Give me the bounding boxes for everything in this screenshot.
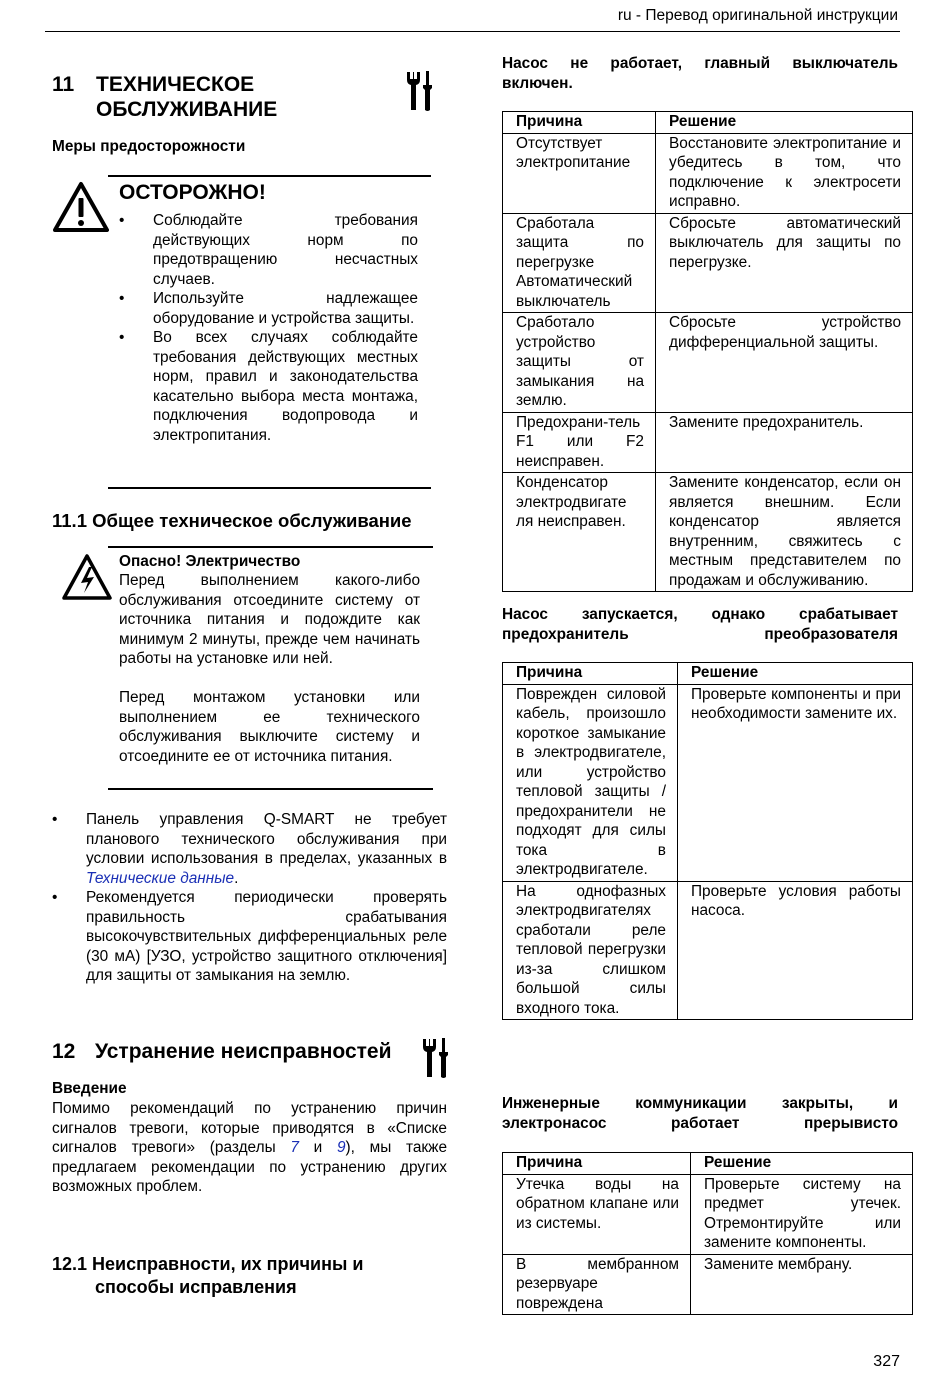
troubleshooting-table-3 <box>502 1152 913 1315</box>
caution-bottom-rule <box>108 487 431 489</box>
table-3-title: Инженерные коммуникации закрыты, и электронасос работает прерывисто <box>502 1095 898 1132</box>
precautions-heading: Меры предосторожности <box>52 138 246 155</box>
caution-item: • Во всех случаях соблюдайте требования действующих местных норм, правил и законодательства касательно выбора места монтажа, подключения водопровода и электропитания. <box>119 329 418 444</box>
troubleshooting-table-1 <box>502 111 913 592</box>
maintenance-tools-icon <box>421 1037 451 1079</box>
column-header-cause: Причина <box>503 1153 691 1175</box>
danger-paragraph: Перед монтажом установки или выполнением ее технического обслуживания выключите систему и отсоедините ее от источника питания. <box>119 689 420 765</box>
page-number: 327 <box>873 1353 900 1370</box>
page-header-title: ru - Перевод оригинальной инструкции <box>617 7 898 24</box>
section-11-heading <box>52 72 352 122</box>
column-header-solution: Решение <box>678 663 913 685</box>
section-title-line: ТЕХНИЧЕСКОЕ <box>96 73 255 96</box>
caution-item: • Соблюдайте требования действующих норм по предотвращению несчастных случаев. <box>119 212 418 288</box>
danger-top-rule <box>108 546 433 548</box>
section-9-link[interactable]: 9 <box>336 1139 346 1156</box>
intro-heading: Введение <box>52 1080 127 1097</box>
warning-triangle-icon <box>53 181 109 233</box>
section-title: Устранение неисправностей <box>95 1040 392 1063</box>
danger-paragraph: Перед выполнением какого-либо обслуживания отсоедините систему от источника питания и подождите как минимум 2 минуты, прежде чем начинать работы на установке или ней. <box>119 572 420 667</box>
subsection-12-1-heading: 12.1 Неисправности, их причины и способы исправления <box>52 1254 364 1297</box>
table-row: Поврежден силовой кабель, произошло короткое замыкание в электродвигателе, или устройство тепловой защиты / предохранители не подходят для силы тока в электродвигателе. Проверьте компоненты и при необходимости замените их. <box>503 684 913 881</box>
header-divider <box>45 31 900 32</box>
table-row: В мембранном резервуаре повреждена Замените мембрану. <box>503 1254 913 1315</box>
section-number: 11 <box>52 73 75 96</box>
section-title-line: ОБСЛУЖИВАНИЕ <box>96 98 278 121</box>
table-row: На однофазных электродвигателях сработали реле тепловой перегрузки из-за слишком большой силы входного тока. Проверьте условия работы насоса. <box>503 881 913 1020</box>
maintenance-list <box>52 810 447 986</box>
electrical-hazard-icon <box>61 553 113 601</box>
table-row: Предохрани-тель F1 или F2 неисправен. Замените предохранитель. <box>503 412 913 473</box>
troubleshooting-table-2 <box>502 662 913 1020</box>
subsection-11-1-heading: 11.1 Общее техническое обслуживание <box>52 510 412 531</box>
table-row: Сработало устройство защиты от замыкания на землю. Сбросьте устройство дифференциальной защиты. <box>503 313 913 413</box>
list-item: • Панель управления Q-SMART не требует планового технического обслуживания при условии использования в пределах, указанных в Технические данные. <box>52 811 447 887</box>
section-12-heading <box>52 1039 412 1064</box>
list-item: • Рекомендуется периодически проверять правильность срабатывания высокочувствительных дифференциальных реле (30 мА) [УЗО, устройство защитного отключения] для защиты от замыкания на землю. <box>52 889 447 984</box>
technical-data-link[interactable]: Технические данные <box>86 869 235 887</box>
danger-bottom-rule <box>108 788 433 790</box>
table-row: Утечка воды на обратном клапане или из системы. Проверьте систему на предмет утечек. Отремонтируйте или замените компоненты. <box>503 1174 913 1254</box>
caution-title: ОСТОРОЖНО! <box>119 181 266 204</box>
section-7-link[interactable]: 7 <box>290 1139 299 1156</box>
column-header-cause: Причина <box>503 663 678 685</box>
intro-paragraph: Помимо рекомендаций по устранению причин сигналов тревоги, которые приводятся в «Списке сигналов тревоги» (разделы 7 и 9), мы также предлагаем рекомендации по устранению других возможных проблем. <box>52 1100 448 1195</box>
column-header-solution: Решение <box>691 1153 913 1175</box>
table-row: Сработала защита по перегрузке Автоматический выключатель Сбросьте автоматический выключатель для защиты по перегрузке. <box>503 213 913 313</box>
danger-title: Опасно! Электричество <box>119 553 301 570</box>
maintenance-tools-icon <box>405 70 435 112</box>
caution-item: • Используйте надлежащее оборудование и устройства защиты. <box>119 290 418 327</box>
table-row: Конденсатор электродвигате ля неисправен. Замените конденсатор, если он является внешним. Если конденсатор является внутренним, свяжитесь с местным представителем по продажам и обслуживанию. <box>503 473 913 592</box>
section-number: 12 <box>52 1040 76 1063</box>
caution-top-rule <box>108 175 431 177</box>
column-header-solution: Решение <box>656 112 913 134</box>
caution-list <box>119 211 418 445</box>
table-row: Отсутствует электропитание Восстановите электропитание и убедитесь в том, что подключение к электросети исправно. <box>503 133 913 213</box>
table-2-title: Насос запускается, однако срабатывает предохранитель преобразователя <box>502 606 898 643</box>
table-1-title: Насос не работает, главный выключатель включен. <box>502 55 898 92</box>
column-header-cause: Причина <box>503 112 656 134</box>
